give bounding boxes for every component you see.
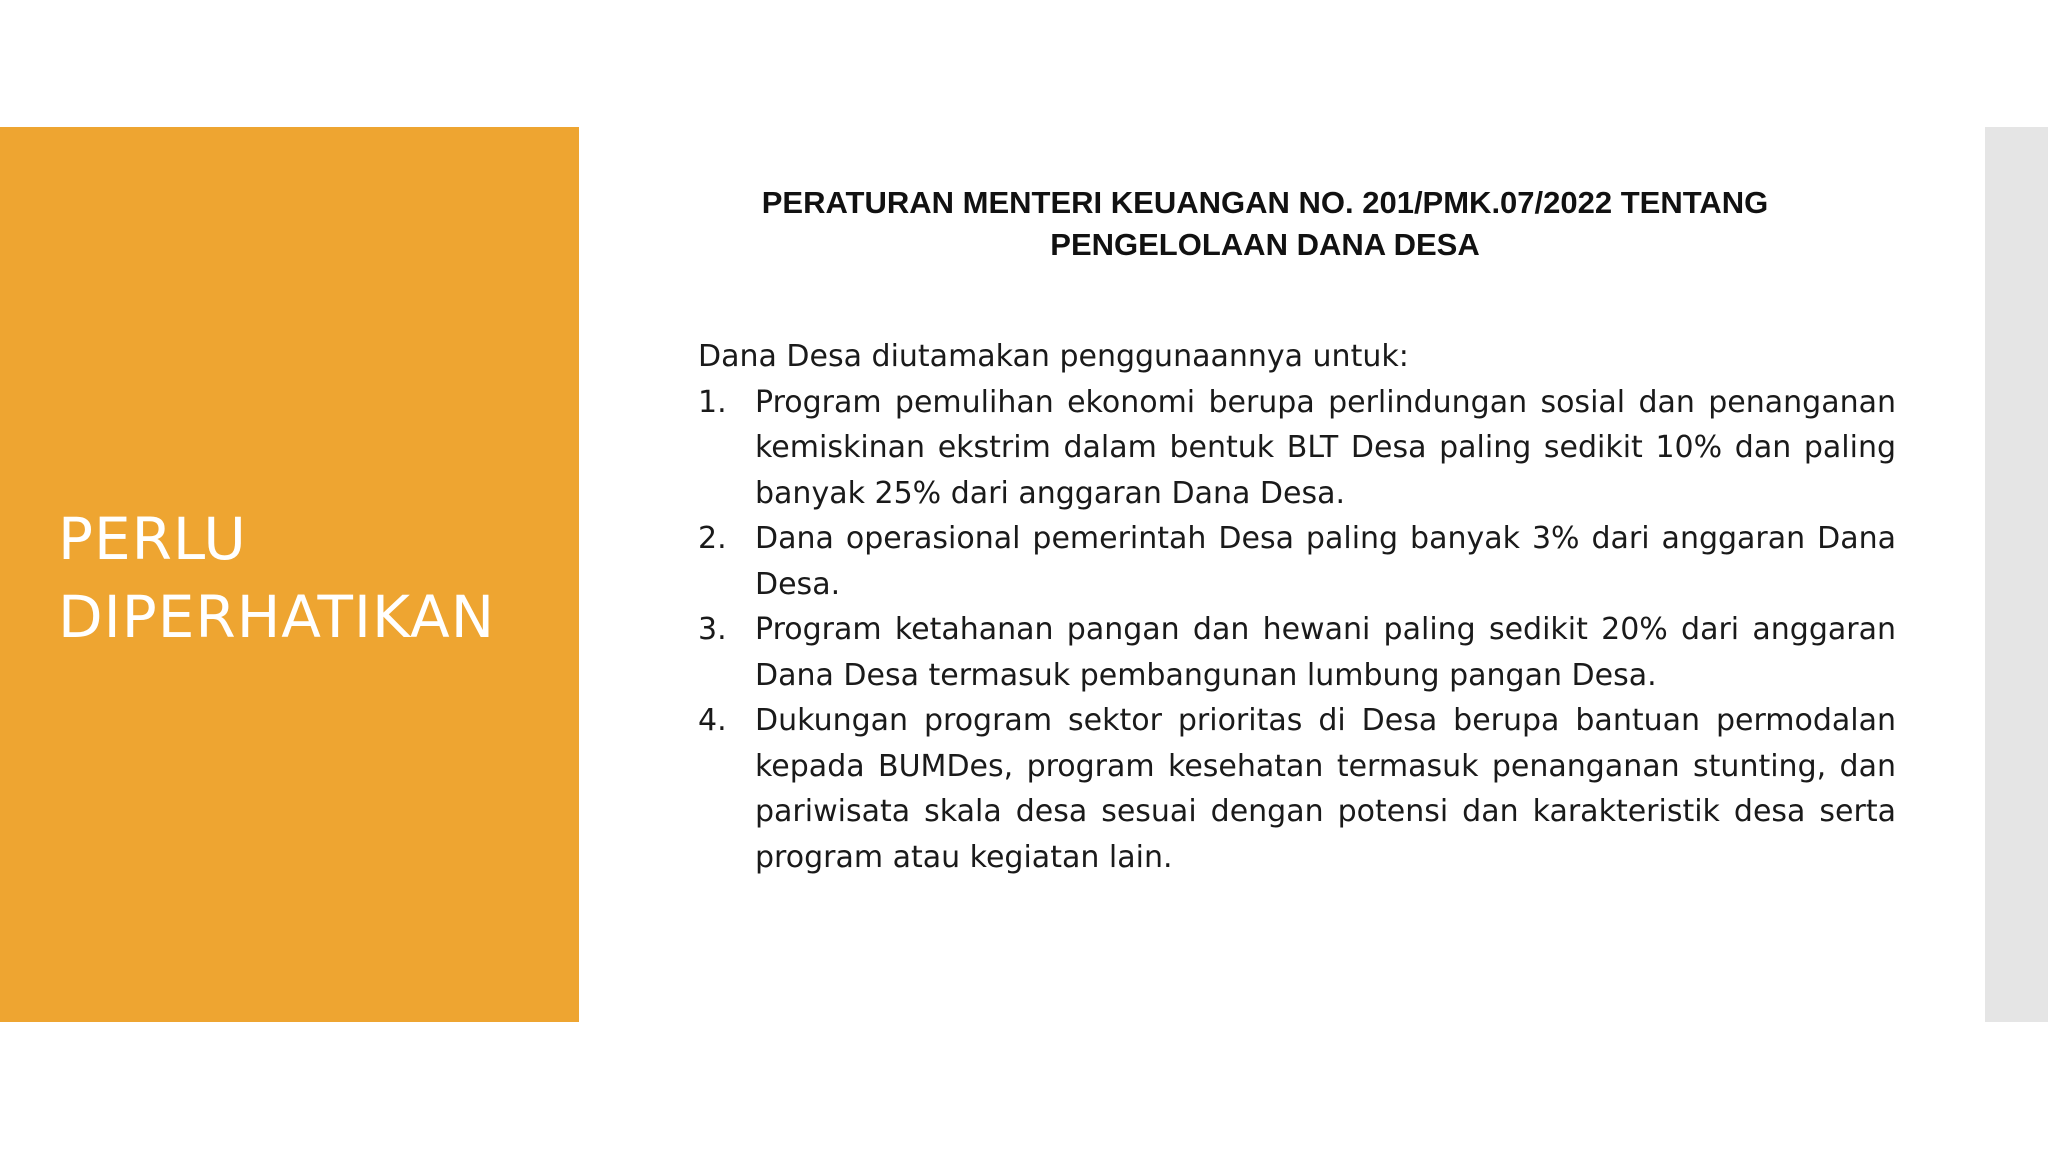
- list-item-text: Dukungan program sektor prioritas di Desa berupa bantuan permodalan kepada BUMDes, program kesehatan termasuk penanganan stunting, dan pariwisata skala desa sesuai dengan potensi dan karakteristik desa serta program atau kegiatan lain.: [755, 703, 1896, 875]
- list-item: [698, 380, 1896, 517]
- section-title: [58, 500, 558, 656]
- list-item-number: 4.: [698, 703, 727, 738]
- list-item-number: 3.: [698, 612, 727, 647]
- regulation-heading-line-2: PENGELOLAAN DANA DESA: [1050, 227, 1480, 262]
- list-item-text: Dana operasional pemerintah Desa paling banyak 3% dari anggaran Dana Desa.: [755, 521, 1896, 602]
- list-item: [698, 516, 1896, 607]
- list-item-number: 1.: [698, 384, 727, 420]
- list-item-text: Program ketahanan pangan dan hewani paling sedikit 20% dari anggaran Dana Desa termasuk pembangunan lumbung pangan Desa.: [755, 612, 1896, 693]
- list-item-text: Program pemulihan ekonomi berupa perlindungan sosial dan penanganan kemiskinan ekstrim dalam bentuk BLT Desa paling sedikit 10% dan paling banyak 25% dari anggaran Dana Desa.: [755, 384, 1896, 511]
- list-item: [698, 607, 1896, 698]
- section-title-line-1: PERLU: [58, 505, 247, 573]
- intro-text: Dana Desa diutamakan penggunaannya untuk:: [698, 339, 1409, 374]
- regulation-heading: [695, 182, 1835, 266]
- list-item: [698, 698, 1896, 880]
- list-item-number: 2.: [698, 521, 727, 556]
- section-title-line-2: DIPERHATIKAN: [58, 583, 496, 651]
- regulation-heading-line-1: PERATURAN MENTERI KEUANGAN NO. 201/PMK.07/2022 TENTANG: [761, 185, 1769, 220]
- right-side-strip: [1985, 127, 2048, 1022]
- content-body: [698, 334, 1896, 880]
- priority-list: [698, 380, 1896, 881]
